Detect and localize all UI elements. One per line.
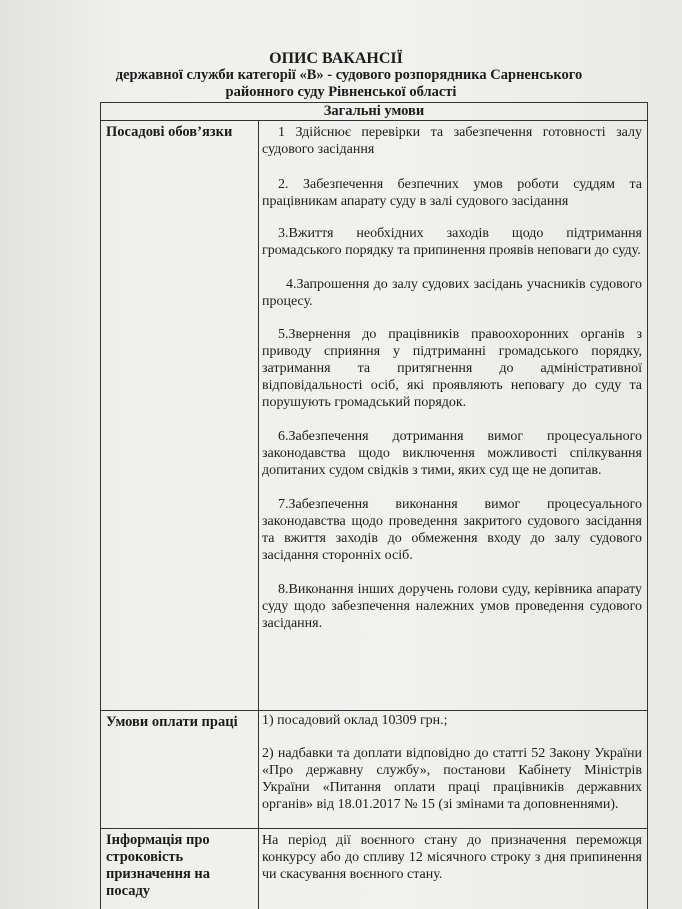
pay-label: Умови оплати праці [106, 714, 238, 730]
duty-item-2: 2. Забезпечення безпечних умов роботи суддям та працівникам апарату суду в залі судового засідання [262, 177, 642, 209]
row-divider-duties [100, 710, 648, 711]
duty-item-8: 8.Виконання інших доручень голови суду, керівника апарату суду щодо забезпечення належних умов проведення судового засідання. [262, 582, 642, 631]
duty-item-5: 5.Звернення до працівників правоохоронних органів з приводу сприяння у підтриманні громадського порядку, затримання та притягнення до адміністративної відповідальності осіб, які проявляють неповагу до суду та порушують громадський порядок. [262, 327, 642, 410]
pay-item-2: 2) надбавки та доплати відповідно до статті 52 Закону України «Про державну службу», постанови Кабінету Міністрів України «Питання оплати праці працівників державних органів» від 18.01.2017 № 15 (зі змінами та доповненнями). [262, 746, 642, 812]
document-subtitle-line2: районного суду Рівненської області [225, 84, 457, 100]
duty-item-6: 6.Забезпечення дотримання вимог процесуального законодавства щодо виключення можливості спілкування допитаних судом свідків з тими, яких суд ще не допитав. [262, 429, 642, 478]
column-divider [258, 120, 259, 909]
document-title: ОПИС ВАКАНСІЇ [269, 50, 403, 67]
pay-list [262, 712, 642, 813]
duty-item-7: 7.Забезпечення виконання вимог процесуального законодавства щодо проведення закритого судового засідання та вжиття заходів до обмеження входу до залу судового засідання сторонніх осіб. [262, 497, 642, 563]
row-divider-pay [100, 828, 648, 829]
duty-item-3: 3.Вжиття необхідних заходів щодо підтримання громадського порядку та припинення проявів неповаги до суду. [262, 226, 642, 258]
pay-item-1: 1) посадовий оклад 10309 грн.; [262, 713, 448, 728]
table-left-border [100, 102, 101, 909]
section-divider [100, 120, 648, 121]
duty-item-4: 4.Запрошення до залу судових засідань учасників судового процесу. [262, 277, 642, 309]
duties-list [262, 124, 642, 632]
section-title: Загальні умови [323, 103, 425, 119]
term-text: На період дії воєнного стану до призначення переможця конкурсу або до спливу 12 місячного строку з дня припинення чи скасування воєнного стану. [262, 833, 642, 882]
duty-item-1: 1 Здійснює перевірки та забезпечення готовності залу судового засідання [262, 125, 642, 157]
table-right-border [647, 102, 648, 909]
document-subtitle-line1: державної служби категорії «В» - судового розпорядника Сарненського [115, 67, 583, 83]
duties-label: Посадові обов’язки [106, 124, 233, 140]
term-label: Інформація про строковість призначення на посаду [106, 832, 211, 899]
